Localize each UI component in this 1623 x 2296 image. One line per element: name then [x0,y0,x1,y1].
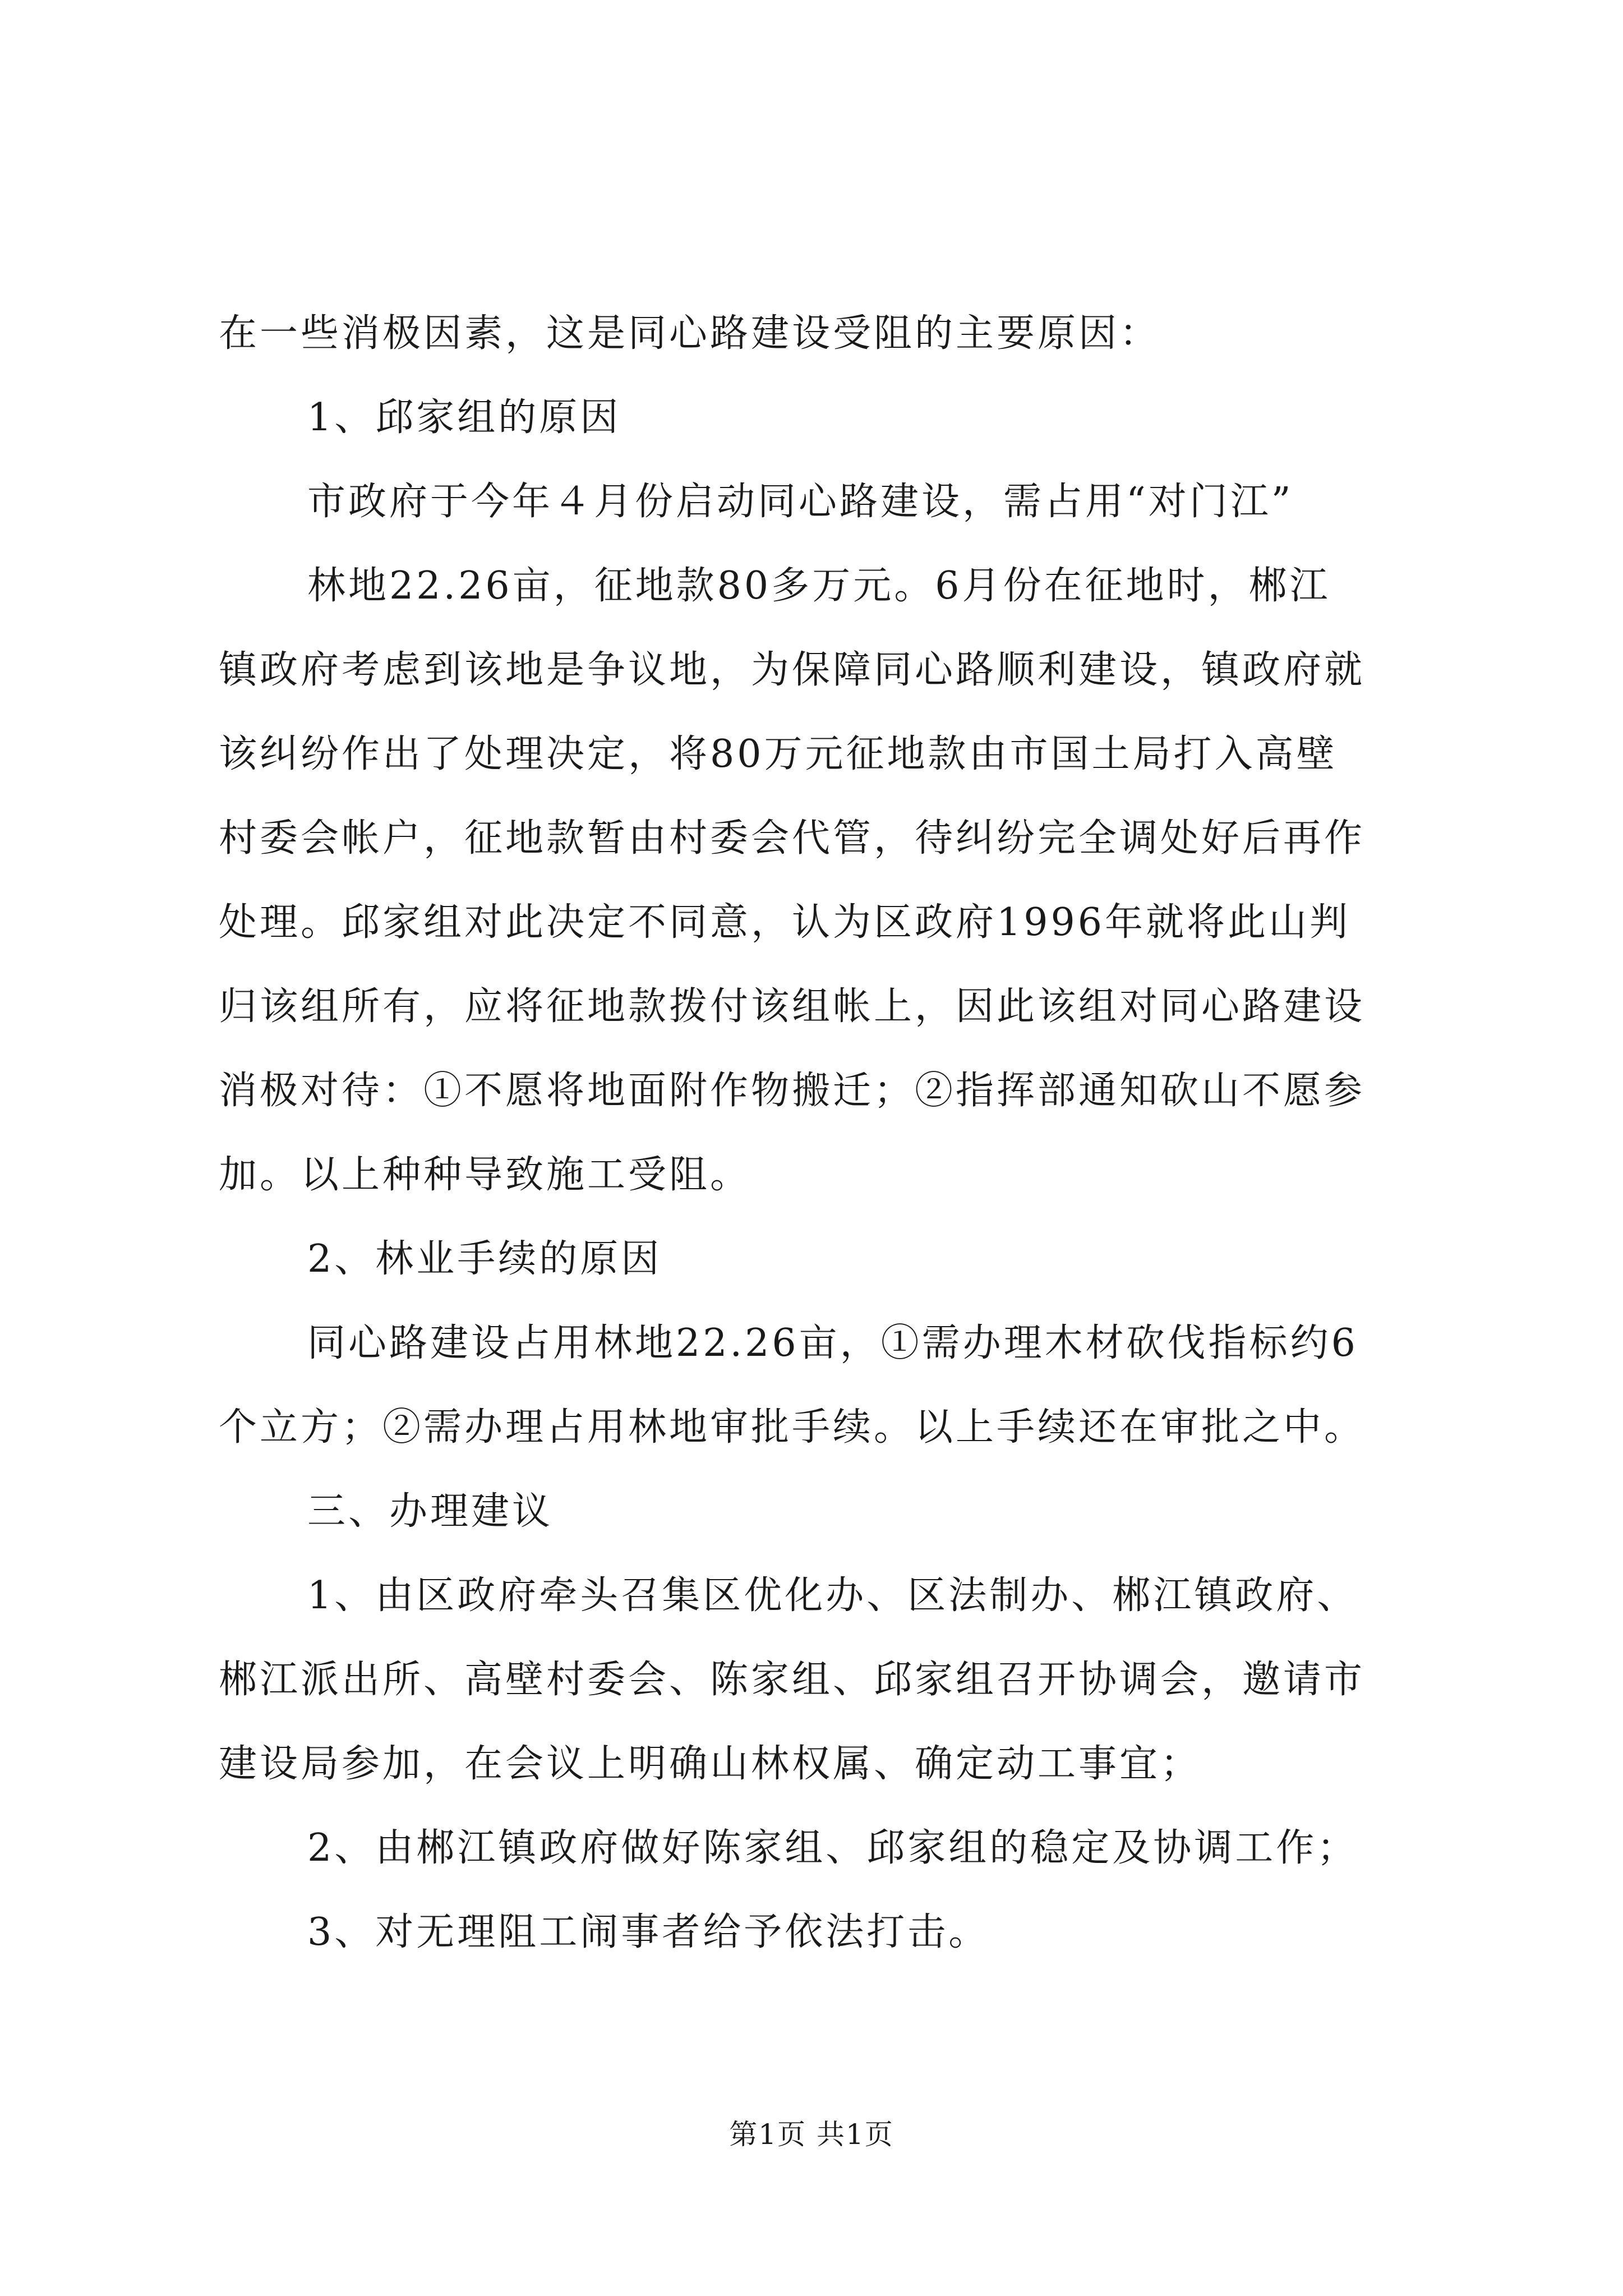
text-line-18: 建设局参加，在会议上明确山林权属、确定动工事宜； [219,1742,1202,1786]
text-line-9: 归该组所有，应将征地款拨付该组帐上，因此该组对同心路建设 [219,984,1366,1029]
text-line-3: 市政府于今年４月份启动同心路建设，需占用“对门江” [307,480,1294,524]
text-line-19: 2、由郴江镇政府做好陈家组、邱家组的稳定及协调工作； [307,1826,1358,1870]
text-line-16: 1、由区政府牵头召集区优化办、区法制办、郴江镇政府、 [307,1573,1358,1618]
text-line-14: 个立方；②需办理占用林地审批手续。以上手续还在审批之中。 [219,1405,1366,1450]
text-line-17: 郴江派出所、高壁村委会、陈家组、邱家组召开协调会，邀请市 [219,1658,1366,1702]
page-footer: 第1页 共1页 [729,2118,894,2151]
text-line-8: 处理。邱家组对此决定不同意，认为区政府1996年就将此山判 [219,900,1351,945]
text-line-2: 1、邱家组的原因 [307,395,621,440]
text-line-10: 消极对待：①不愿将地面附作物搬迁；②指挥部通知砍山不愿参 [219,1069,1366,1113]
text-line-12: 2、林业手续的原因 [307,1237,662,1281]
text-line-11: 加。以上种种导致施工受阻。 [219,1153,751,1197]
text-line-5: 镇政府考虑到该地是争议地，为保障同心路顺利建设，镇政府就 [219,648,1366,692]
text-line-1: 在一些消极因素，这是同心路建设受阻的主要原因： [219,311,1161,356]
text-line-13: 同心路建设占用林地22.26亩，①需办理木材砍伐指标约6 [307,1321,1358,1365]
document-body [219,292,1408,1975]
text-line-4: 林地22.26亩，征地款80多万元。6月份在征地时，郴江 [307,564,1331,608]
text-line-20: 3、对无理阻工闹事者给予依法打击。 [307,1910,990,1954]
text-line-7: 村委会帐户，征地款暂由村委会代管，待纠纷完全调处好后再作 [219,816,1366,861]
text-line-15: 三、办理建议 [307,1489,554,1534]
text-line-6: 该纠纷作出了处理决定，将80万元征地款由市国土局打入高壁 [219,732,1338,776]
